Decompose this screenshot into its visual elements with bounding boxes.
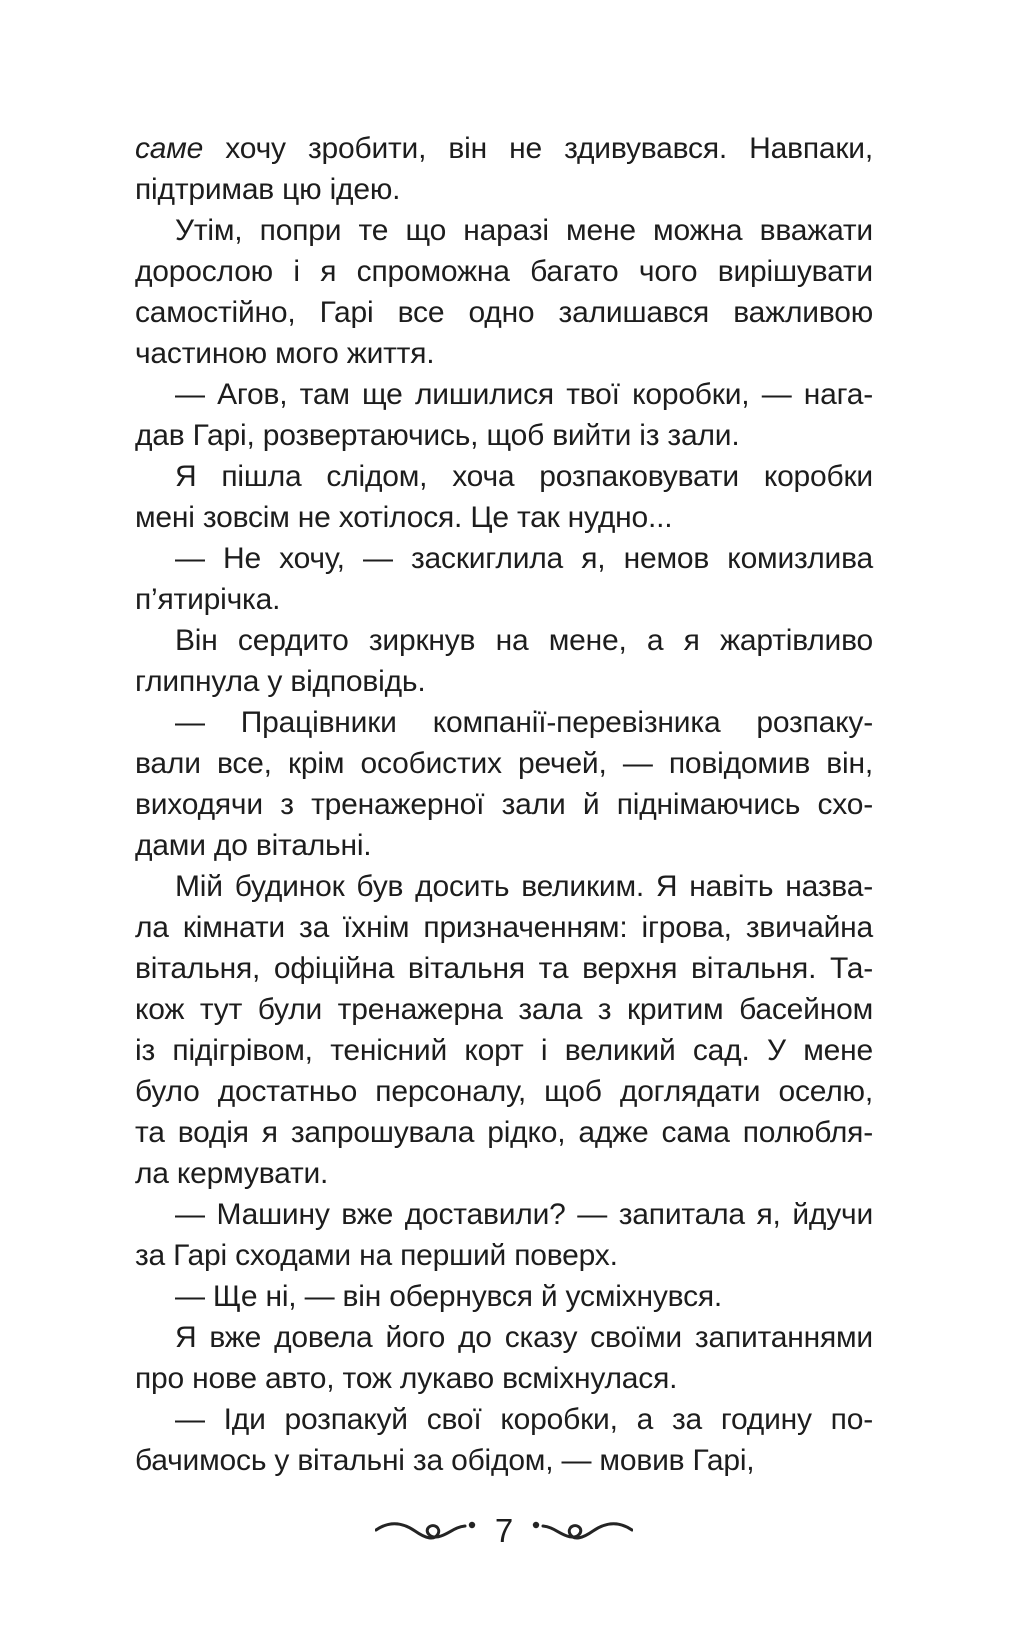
text-segment: дами до вітальні. <box>135 829 372 862</box>
text-segment: виходячи з тренажерної зали й піднімаючись схо- <box>135 788 873 821</box>
text-line <box>135 210 873 251</box>
text-segment: кож тут були тренажерна зала з критим басейном <box>135 993 873 1026</box>
text-line <box>135 1317 873 1358</box>
text-line <box>135 702 873 743</box>
text-segment: п’ятирічка. <box>135 583 281 616</box>
text-line <box>135 784 873 825</box>
text-segment: підтримав цю ідею. <box>135 173 401 206</box>
text-line <box>135 579 873 620</box>
text-segment: — Ще ні, — він обернувся й усміхнувся. <box>175 1280 723 1313</box>
text-segment: ла кімнати за їхнім призначенням: ігрова, звичайна <box>135 911 873 944</box>
text-segment: за Гарі сходами на перший поверх. <box>135 1239 618 1272</box>
paragraph <box>135 1317 873 1399</box>
text-line <box>135 1153 873 1194</box>
paragraph <box>135 128 873 210</box>
text-segment: — Працівники компанії-перевізника розпаку- <box>175 706 873 739</box>
text-segment: бачимось у вітальні за обідом, — мовив Гарі, <box>135 1444 755 1477</box>
text-line <box>135 1071 873 1112</box>
page-text <box>135 128 873 1481</box>
text-line <box>135 415 873 456</box>
paragraph <box>135 1194 873 1276</box>
text-line <box>135 292 873 333</box>
text-line <box>135 1194 873 1235</box>
text-segment: Утім, попри те що наразі мене можна вважати <box>175 214 873 247</box>
text-segment: та водія я запрошувала рідко, адже сама полюбля- <box>135 1116 873 1149</box>
text-line <box>135 538 873 579</box>
text-segment: Він сердито зиркнув на мене, а я жартівливо <box>175 624 873 657</box>
paragraph <box>135 1399 873 1481</box>
text-line <box>135 907 873 948</box>
text-line <box>135 333 873 374</box>
text-segment: — Агов, там ще лишилися твої коробки, — нага- <box>175 378 873 411</box>
text-segment: глипнула у відповідь. <box>135 665 426 698</box>
text-segment: вітальня, офіційна вітальня та верхня вітальня. Та- <box>135 952 873 985</box>
text-segment: Я пішла слідом, хоча розпаковувати коробки <box>175 460 873 493</box>
text-segment: Мій будинок був досить великим. Я навіть назва- <box>175 870 873 903</box>
text-line <box>135 169 873 210</box>
italic-text: саме <box>135 132 204 165</box>
text-line <box>135 1030 873 1071</box>
paragraph <box>135 456 873 538</box>
text-segment: мені зовсім не хотілося. Це так нудно... <box>135 501 673 534</box>
text-line <box>135 743 873 784</box>
paragraph <box>135 866 873 1194</box>
text-segment: ла кермувати. <box>135 1157 329 1190</box>
text-segment: вали все, крім особистих речей, — повідомив він, <box>135 747 873 780</box>
text-line <box>135 1112 873 1153</box>
text-segment: дав Гарі, розвертаючись, щоб вийти із зали. <box>135 419 740 452</box>
flourish-right-icon <box>529 1515 633 1549</box>
text-line <box>135 1235 873 1276</box>
paragraph <box>135 374 873 456</box>
text-line <box>135 866 873 907</box>
text-line <box>135 1399 873 1440</box>
text-line <box>135 374 873 415</box>
text-segment: із підігрівом, тенісний корт і великий сад. У мене <box>135 1034 873 1067</box>
text-line <box>135 497 873 538</box>
text-line <box>135 948 873 989</box>
text-segment: — Іди розпакуй свої коробки, а за годину по- <box>175 1403 873 1436</box>
text-segment: — Машину вже доставили? — запитала я, йдучи <box>175 1198 873 1231</box>
text-segment: було достатньо персоналу, щоб доглядати оселю, <box>135 1075 873 1108</box>
text-segment: частиною мого життя. <box>135 337 435 370</box>
paragraph <box>135 538 873 620</box>
text-line <box>135 128 873 169</box>
text-line <box>135 661 873 702</box>
page-footer <box>135 1504 873 1560</box>
text-line <box>135 1440 873 1481</box>
paragraph <box>135 1276 873 1317</box>
paragraph <box>135 702 873 866</box>
flourish-left-icon <box>375 1515 479 1549</box>
text-segment: самостійно, Гарі все одно залишався важливою <box>135 296 873 329</box>
text-line <box>135 251 873 292</box>
text-segment: — Не хочу, — заскиглила я, немов комизлива <box>175 542 873 575</box>
text-line <box>135 1276 873 1317</box>
text-line <box>135 825 873 866</box>
text-line <box>135 456 873 497</box>
text-segment: про нове авто, тож лукаво всміхнулася. <box>135 1362 678 1395</box>
text-segment: хочу зробити, він не здивувався. Навпаки, <box>203 132 873 165</box>
text-segment: дорослою і я спроможна багато чого вирішувати <box>135 255 873 288</box>
paragraph <box>135 620 873 702</box>
text-line <box>135 620 873 661</box>
text-segment: Я вже довела його до сказу своїми запитаннями <box>175 1321 873 1354</box>
text-line <box>135 989 873 1030</box>
text-line <box>135 1358 873 1399</box>
page-number: 7 <box>494 1511 514 1549</box>
paragraph <box>135 210 873 374</box>
